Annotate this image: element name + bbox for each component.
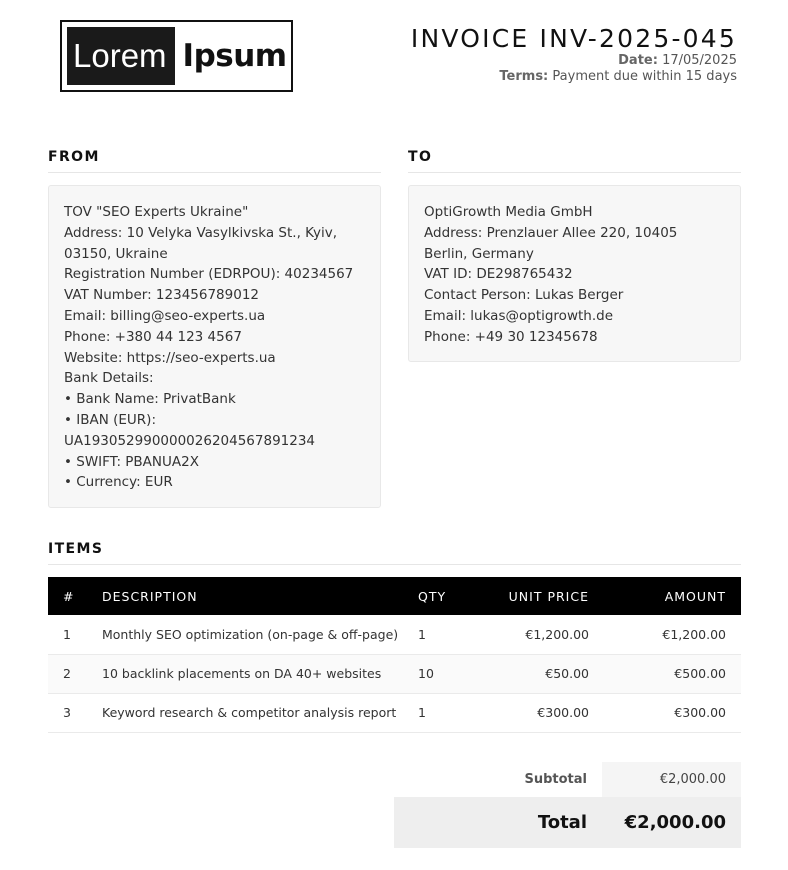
to-heading: TO — [408, 149, 741, 173]
invoice-terms — [411, 69, 737, 85]
subtotal-label: Subtotal — [524, 772, 587, 787]
cell-number: 2 — [48, 654, 102, 693]
column-header-amount: AMOUNT — [589, 577, 741, 615]
from-line: Registration Number (EDRPOU): 40234567 — [64, 266, 354, 283]
from-line: Email: billing@seo-experts.ua — [64, 307, 266, 324]
cell-number: 3 — [48, 693, 102, 732]
from-line: • Currency: EUR — [64, 474, 173, 491]
cell-unit-price: €1,200.00 — [462, 615, 589, 654]
total-label: Total — [537, 812, 587, 833]
from-line: Website: https://seo-experts.ua — [64, 349, 276, 366]
invoice-title: INVOICE INV-2025-045 — [410, 24, 737, 53]
table-row — [48, 615, 741, 654]
cell-number: 1 — [48, 615, 102, 654]
cell-description: Keyword research & competitor analysis report — [102, 693, 412, 732]
cell-qty: 1 — [412, 615, 462, 654]
items-heading: ITEMS — [48, 541, 741, 565]
terms-label: Terms: — [499, 69, 549, 84]
cell-amount: €300.00 — [589, 693, 741, 732]
cell-qty: 10 — [412, 654, 462, 693]
logo-text-ipsum: Ipsum — [182, 38, 287, 74]
cell-description: Monthly SEO optimization (on-page & off-page) — [102, 615, 412, 654]
subtotal-value: €2,000.00 — [602, 762, 741, 797]
to-details — [408, 185, 741, 362]
company-logo — [60, 20, 293, 92]
date-value: 17/05/2025 — [662, 53, 737, 68]
table-header-row — [48, 577, 741, 615]
column-header-description: DESCRIPTION — [102, 577, 412, 615]
terms-value: Payment due within 15 days — [552, 69, 737, 84]
total-row — [394, 797, 741, 848]
cell-description: 10 backlink placements on DA 40+ websites — [102, 654, 412, 693]
cell-unit-price: €300.00 — [462, 693, 589, 732]
date-label: Date: — [618, 53, 658, 68]
to-line: OptiGrowth Media GmbH — [424, 204, 593, 220]
items-table — [48, 577, 741, 733]
column-header-number: # — [48, 577, 102, 615]
from-details — [48, 185, 381, 508]
column-header-qty: QTY — [412, 577, 462, 615]
to-line: Phone: +49 30 12345678 — [424, 328, 598, 345]
cell-qty: 1 — [412, 693, 462, 732]
cell-amount: €1,200.00 — [589, 615, 741, 654]
logo-text-lorem: Lorem — [67, 27, 175, 85]
to-line: Email: lukas@optigrowth.de — [424, 307, 613, 324]
from-line: Phone: +380 44 123 4567 — [64, 328, 242, 345]
from-heading: FROM — [48, 149, 381, 173]
from-line: • IBAN (EUR): UA193052990000026204567891234 — [64, 411, 316, 449]
table-row — [48, 654, 741, 693]
from-line: TOV "SEO Experts Ukraine" — [64, 204, 249, 220]
from-line: • SWIFT: PBANUA2X — [64, 453, 199, 470]
cell-amount: €500.00 — [589, 654, 741, 693]
total-value: €2,000.00 — [624, 812, 726, 833]
from-line: Bank Details: — [64, 370, 154, 387]
to-line: Address: Prenzlauer Allee 220, 10405 Berlin, Germany — [424, 224, 678, 262]
from-line: Address: 10 Velyka Vasylkivska St., Kyiv, 03150, Ukraine — [64, 224, 338, 262]
cell-unit-price: €50.00 — [462, 654, 589, 693]
from-line: • Bank Name: PrivatBank — [64, 391, 236, 408]
column-header-unit-price: UNIT PRICE — [462, 577, 589, 615]
invoice-header — [411, 25, 737, 85]
to-line: VAT ID: DE298765432 — [424, 266, 573, 283]
to-line: Contact Person: Lukas Berger — [424, 287, 624, 304]
invoice-date — [411, 53, 737, 69]
from-line: VAT Number: 123456789012 — [64, 287, 259, 304]
table-row — [48, 693, 741, 732]
